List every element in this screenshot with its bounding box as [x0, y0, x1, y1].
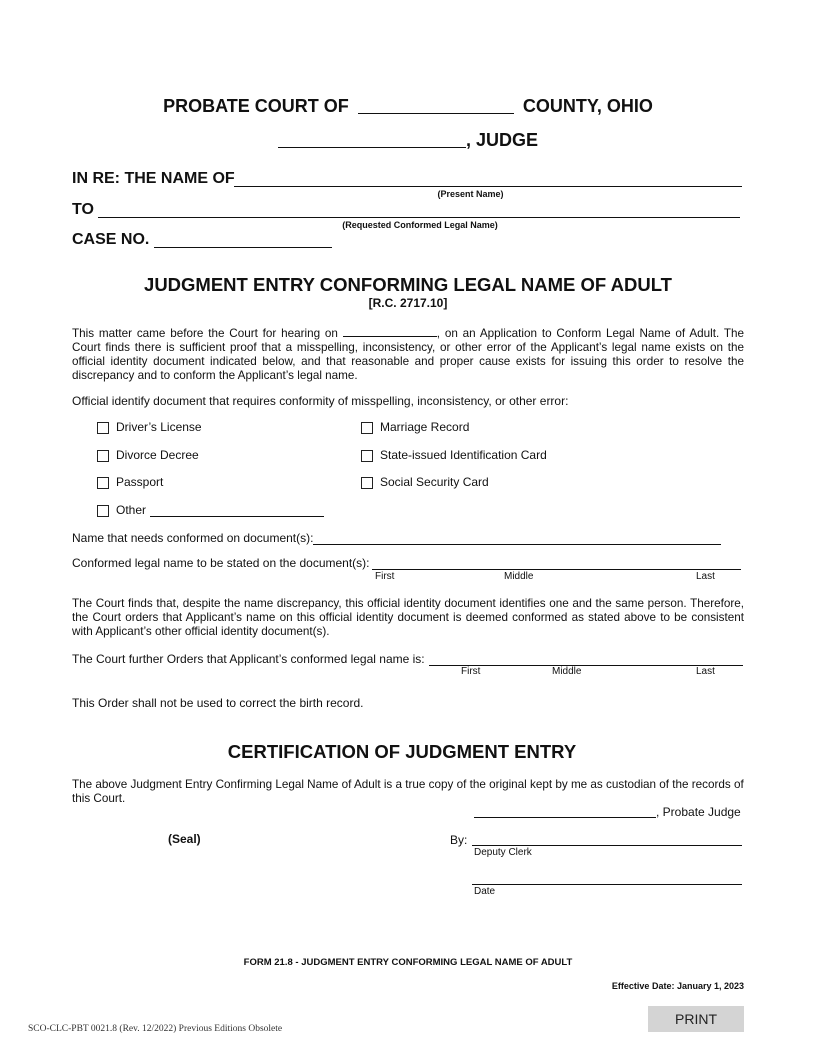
social-security-label: Social Security Card: [380, 475, 489, 489]
last-caption-2: Last: [696, 666, 715, 677]
to-label: TO: [72, 201, 94, 218]
court-heading: [0, 96, 816, 117]
findings-paragraph: The Court finds that, despite the name discrepancy, this official identity document identifies one and the same person. Therefore, the Court orders that Applicant’s name on this official identity document is deemed conformed as stated above to be consistent with Applicant’s other official identity document(s).: [72, 597, 744, 638]
drivers-license-checkbox[interactable]: [97, 422, 109, 434]
drivers-license-label: Driver’s License: [116, 420, 202, 434]
document-prompt: Official identify document that requires conformity of misspelling, inconsistency, or other error:: [72, 394, 569, 408]
hearing-date-field[interactable]: [343, 325, 437, 337]
statute-reference: [R.C. 2717.10]: [368, 296, 448, 310]
intro-before-blank: This matter came before the Court for hearing on: [72, 327, 343, 340]
probate-judge-signature-field[interactable]: [474, 804, 656, 818]
divorce-decree-checkbox[interactable]: [97, 450, 109, 462]
further-orders-label: The Court further Orders that Applicant’s conformed legal name is:: [72, 652, 425, 666]
county-field[interactable]: [358, 97, 514, 114]
birth-record-note: This Order shall not be used to correct the birth record.: [72, 696, 364, 710]
first-caption-2: First: [461, 666, 481, 677]
last-caption: Last: [696, 571, 715, 582]
judge-suffix: , JUDGE: [465, 130, 539, 150]
middle-caption: Middle: [504, 571, 534, 582]
divorce-decree-label: Divorce Decree: [116, 448, 199, 462]
first-caption: First: [375, 571, 395, 582]
other-checkbox[interactable]: [97, 505, 109, 517]
further-orders-name-field[interactable]: [429, 652, 743, 666]
page-title: JUDGMENT ENTRY CONFORMING LEGAL NAME OF ADULT: [144, 274, 672, 295]
effective-date: Effective Date: January 1, 2023: [611, 981, 744, 991]
conformed-legal-field[interactable]: [372, 556, 741, 570]
case-no-label: CASE NO.: [72, 231, 150, 248]
form-title-footer: FORM 21.8 - JUDGMENT ENTRY CONFORMING LEGAL NAME OF ADULT: [243, 957, 573, 968]
marriage-record-checkbox[interactable]: [361, 422, 373, 434]
date-caption: Date: [474, 886, 496, 897]
form-code: SCO-CLC-PBT 0021.8 (Rev. 12/2022) Previous Editions Obsolete: [28, 1024, 283, 1034]
marriage-record-label: Marriage Record: [380, 420, 470, 434]
state-id-label: State-issued Identification Card: [380, 448, 547, 462]
seal-label: (Seal): [168, 832, 201, 846]
court-prefix: PROBATE COURT OF: [163, 96, 349, 116]
conformed-legal-label: Conformed legal name to be stated on the document(s):: [72, 556, 370, 570]
requested-name-field[interactable]: [98, 199, 740, 218]
present-name-field[interactable]: [234, 168, 742, 187]
intro-paragraph: [72, 325, 744, 383]
needs-conformed-label: Name that needs conformed on document(s):: [72, 531, 314, 545]
middle-caption-2: Middle: [552, 666, 582, 677]
deputy-clerk-caption: Deputy Clerk: [474, 847, 532, 858]
judge-line: [0, 130, 816, 151]
in-re-label: IN RE: THE NAME OF: [72, 170, 235, 187]
judge-name-field[interactable]: [278, 131, 466, 148]
other-document-field[interactable]: [150, 504, 324, 517]
requested-name-caption: (Requested Conformed Legal Name): [342, 220, 498, 230]
print-button[interactable]: PRINT: [648, 1006, 744, 1032]
certification-text: The above Judgment Entry Confirming Legal Name of Adult is a true copy of the original kept by me as custodian of the records of this Court.: [72, 778, 744, 805]
certification-title: CERTIFICATION OF JUDGMENT ENTRY: [227, 741, 577, 762]
present-name-caption: (Present Name): [437, 189, 504, 199]
county-suffix: COUNTY, OHIO: [522, 96, 653, 116]
state-id-checkbox[interactable]: [361, 450, 373, 462]
intro-after-blank: , on an Application to Conform Legal Name of Adult. The Court finds there is sufficient proof that a misspelling, inconsistency, or other error of the Applicant’s legal name exists on the official identity document indicated below, and that reasonable and proper cause exists for issuing this order to resolve the discrepancy and to conform the Applicant’s legal name.: [72, 327, 744, 382]
passport-checkbox[interactable]: [97, 477, 109, 489]
passport-label: Passport: [116, 475, 164, 489]
deputy-clerk-signature-field[interactable]: [472, 832, 742, 846]
case-no-field[interactable]: [154, 230, 332, 248]
probate-judge-label: , Probate Judge: [656, 805, 741, 819]
by-label: By:: [450, 833, 468, 847]
date-field[interactable]: [472, 871, 742, 885]
other-label: Other: [116, 503, 147, 517]
needs-conformed-field[interactable]: [313, 531, 721, 545]
social-security-checkbox[interactable]: [361, 477, 373, 489]
